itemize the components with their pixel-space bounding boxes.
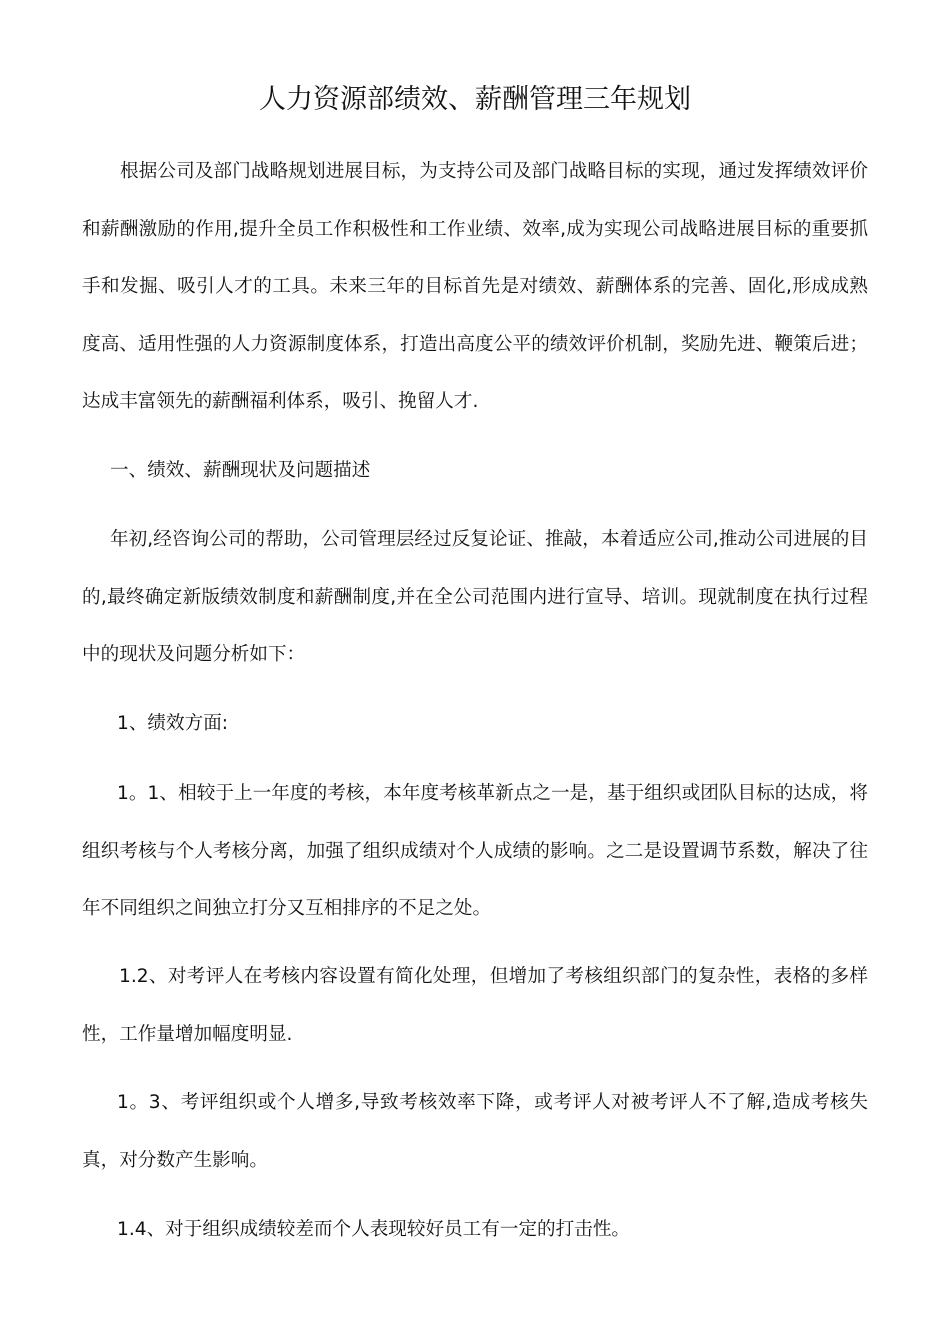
item-1-2-paragraph: 1.2、对考评人在考核内容设置有简化处理，但增加了考核组织部门的复杂性，表格的多样性，工作量增加幅度明显. xyxy=(82,966,868,1045)
subsection-heading-performance: 1、绩效方面: xyxy=(117,713,229,734)
item-1-1-paragraph: 1。1、相较于上一年度的考核，本年度考核革新点之一是，基于组织或团队目标的达成，将组织考核与个人考核分离，加强了组织成绩对个人成绩的影响。之二是设置调节系数，解决了往年不同组织之间独立打分又互相排序的不足之处。 xyxy=(82,783,868,919)
section-heading-current-status: 一、绩效、薪酬现状及问题描述 xyxy=(110,460,371,481)
section-paragraph-background: 年初,经咨询公司的帮助，公司管理层经过反复论证、推敲，本着适应公司,推动公司进展的目的,最终确定新版绩效制度和薪酬制度,并在全公司范围内进行宣导、培训。现就制度在执行过程中的现状及问题分析如下： xyxy=(82,529,868,665)
item-1-3-paragraph: 1。3、考评组织或个人增多,导致考核效率下降，或考评人对被考评人不了解,造成考核失真，对分数产生影响。 xyxy=(82,1092,868,1171)
item-1-4-paragraph: 1.4、对于组织成绩较差而个人表现较好员工有一定的打击性。 xyxy=(117,1219,631,1240)
document-title: 人力资源部绩效、薪酬管理三年规划 xyxy=(259,84,691,115)
intro-paragraph: 根据公司及部门战略规划进展目标，为支持公司及部门战略目标的实现，通过发挥绩效评价和薪酬激励的作用,提升全员工作积极性和工作业绩、效率,成为实现公司战略进展目标的重要抓手和发掘、吸引人才的工具。未来三年的目标首先是对绩效、薪酬体系的完善、固化,形成成熟度高、适用性强的人力资源制度体系，打造出高度公平的绩效评价机制，奖励先进、鞭策后进；达成丰富领先的薪酬福利体系，吸引、挽留人才. xyxy=(82,161,868,412)
